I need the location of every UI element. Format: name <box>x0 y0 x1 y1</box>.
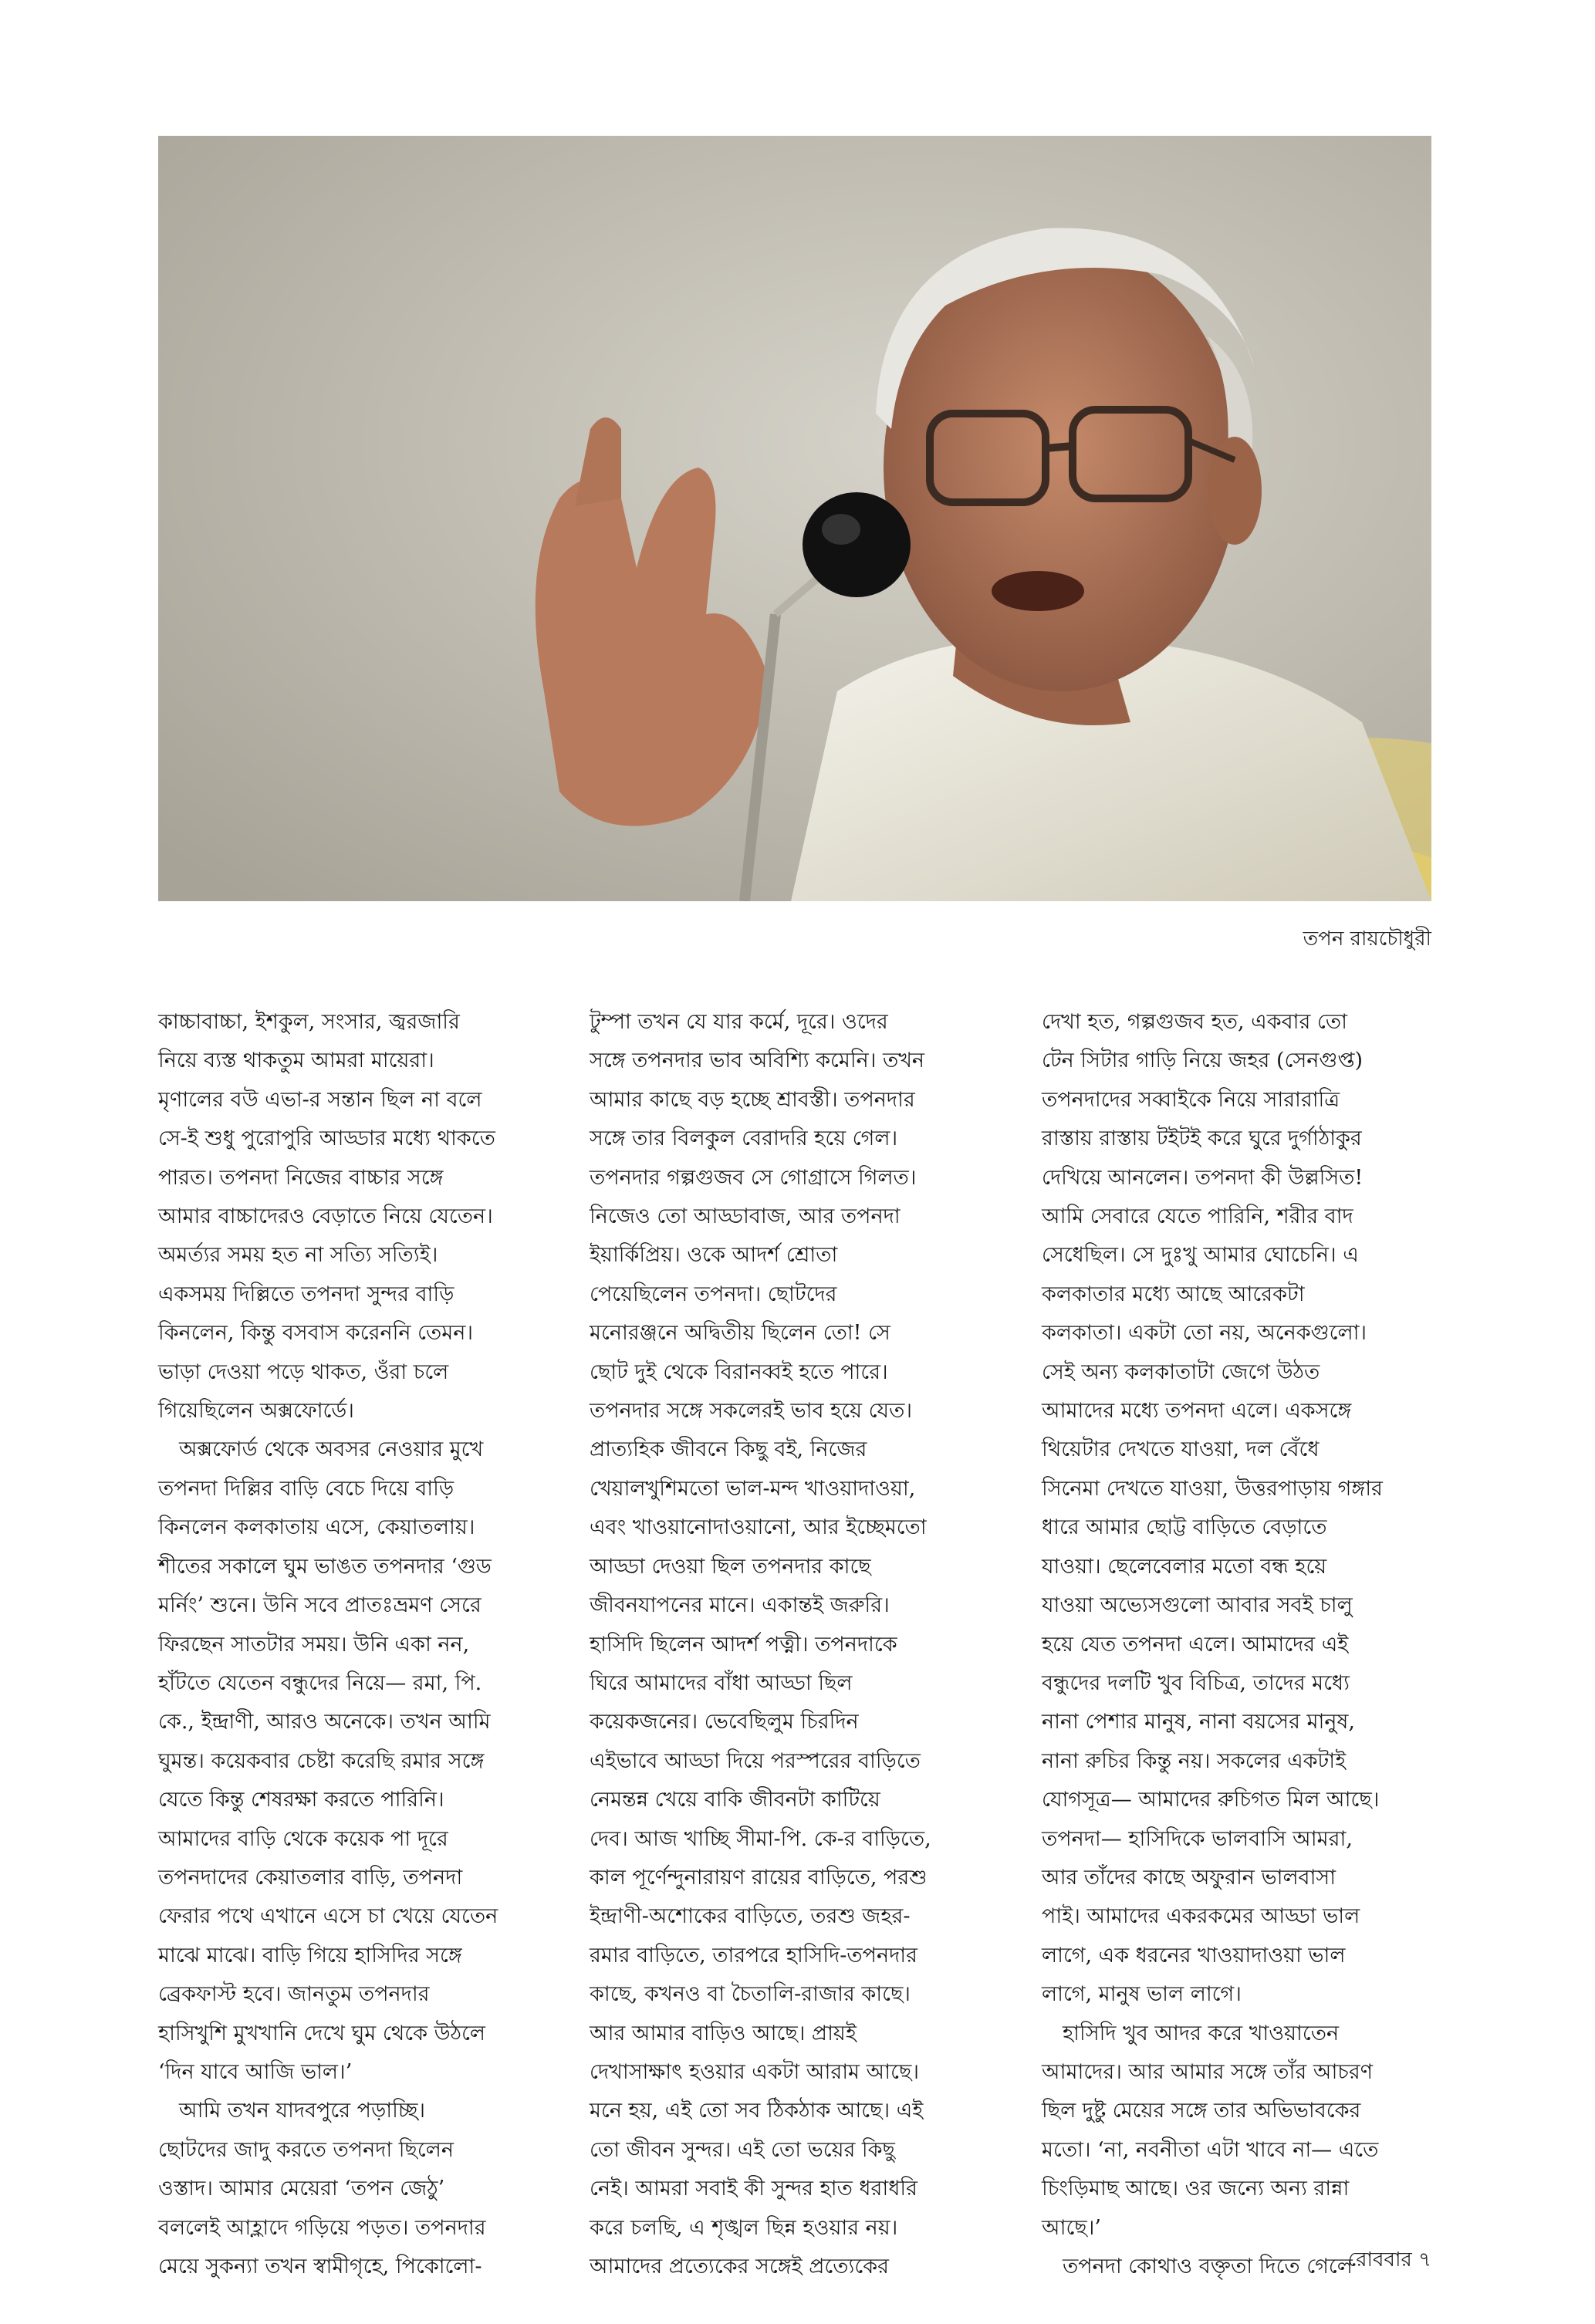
text-line: পাই। আমাদের একরকমের আড্ডা ভাল <box>1042 1904 1360 1929</box>
text-line: কাল পূর্ণেন্দুনারায়ণ রায়ের বাড়িতে, পরশু <box>590 1865 928 1890</box>
text-line: ইয়ার্কিপ্রিয়। ওকে আদর্শ শ্রোতা <box>590 1243 838 1268</box>
text-line: সঙ্গে তার বিলকুল বেরাদরি হয়ে গেল। <box>590 1127 898 1151</box>
text-line: একসময় দিল্লিতে তপনদা সুন্দর বাড়ি <box>158 1282 455 1306</box>
text-line: টুম্পা তখন যে যার কর্মে, দূরে। ওদের <box>590 1010 888 1034</box>
text-line: ওস্তাদ। আমার মেয়েরা ‘তপন জেঠু’ <box>158 2177 445 2201</box>
text-line: তপনদার গল্পগুজব সে গোগ্রাসে গিলত। <box>590 1165 917 1190</box>
text-line: ‘দিন যাবে আজি ভাল।’ <box>158 2059 353 2084</box>
text-line: তপনদা কোথাও বক্তৃতা দিতে গেলে <box>1042 2255 1353 2278</box>
text-line: ভাড়া দেওয়া পড়ে থাকত, ওঁরা চলে <box>158 1360 449 1384</box>
text-line: আর আমার বাড়িও আছে। প্রায়ই <box>590 2021 857 2045</box>
text-line: হাসিদি ছিলেন আদর্শ পত্নী। তপনদাকে <box>590 1632 897 1657</box>
text-line: নিজেও তো আড্ডাবাজ, আর তপনদা <box>590 1204 901 1229</box>
text-line: মনে হয়, এই তো সব ঠিকঠাক আছে। এই <box>590 2099 924 2123</box>
text-line: কাছে, কখনও বা চৈতালি-রাজার কাছে। <box>590 1982 911 2007</box>
text-line: তো জীবন সুন্দর। এই তো ভয়ের কিছু <box>590 2137 895 2162</box>
text-line: ফিরছেন সাতটার সময়। উনি একা নন, <box>158 1632 470 1657</box>
article-column-1 <box>158 1003 544 2286</box>
text-line: কে., ইন্দ্রাণী, আরও অনেকে। তখন আমি <box>158 1710 491 1735</box>
text-line: দেখা হত, গল্পগুজব হত, একবার তো <box>1042 1010 1347 1034</box>
text-line: চিংড়িমাছ আছে। ওর জন্যে অন্য রান্না <box>1042 2177 1350 2201</box>
text-line: নেমন্তন্ন খেয়ে বাকি জীবনটা কাটিয়ে <box>590 1788 880 1812</box>
text-line: মর্নিং’ শুনে। উনি সবে প্রাতঃভ্রমণ সেরে <box>158 1593 482 1618</box>
text-line: আমি তখন যাদবপুরে পড়াচ্ছি। <box>158 2099 426 2123</box>
text-line: সে-ই শুধু পুরোপুরি আড্ডার মধ্যে থাকতে <box>158 1127 495 1151</box>
text-line: আমাদের। আর আমার সঙ্গে তাঁর আচরণ <box>1042 2059 1374 2084</box>
text-line: হয়ে যেত তপনদা এলে। আমাদের এই <box>1042 1632 1349 1657</box>
text-line: হাসিদি খুব আদর করে খাওয়াতেন <box>1042 2021 1340 2045</box>
text-line: অমর্ত্যর সময় হত না সত্যি সত্যিই। <box>158 1243 438 1268</box>
text-line: তপনদার সঙ্গে সকলেরই ভাব হয়ে যেত। <box>590 1399 912 1424</box>
text-line: দেখিয়ে আনলেন। তপনদা কী উল্লসিত! <box>1042 1165 1364 1190</box>
text-line: এবং খাওয়ানোদাওয়ানো, আর ইচ্ছেমতো <box>590 1515 927 1540</box>
text-line: কয়েকজনের। ভেবেছিলুম চিরদিন <box>590 1710 859 1735</box>
text-line: পারত। তপনদা নিজের বাচ্চার সঙ্গে <box>158 1165 444 1190</box>
text-line: হাঁটতে যেতেন বন্ধুদের নিয়ে— রমা, পি. <box>158 1670 482 1695</box>
text-line: কলকাতা। একটা তো নয়, অনেকগুলো। <box>1042 1321 1367 1346</box>
article-column-3 <box>1042 1003 1428 2286</box>
text-line: আমাদের বাড়ি থেকে কয়েক পা দূরে <box>158 1826 448 1851</box>
text-line: নানা পেশার মানুষ, নানা বয়সের মানুষ, <box>1042 1710 1355 1735</box>
text-line: কিনলেন কলকাতায় এসে, কেয়াতলায়। <box>158 1515 475 1540</box>
text-line: আমাদের প্রত্যেকের সঙ্গেই প্রত্যেকের <box>590 2255 889 2278</box>
text-line: আছে।’ <box>1042 2215 1101 2240</box>
text-line: দেখাসাক্ষাৎ হওয়ার একটা আরাম আছে। <box>590 2059 919 2084</box>
text-line: রাস্তায় রাস্তায় টইটই করে ঘুরে দুর্গাঠাকুর <box>1042 1127 1362 1151</box>
text-line: কাচ্চাবাচ্চা, ইশকুল, সংসার, জ্বরজারি <box>158 1010 460 1034</box>
text-line: হাসিখুশি মুখখানি দেখে ঘুম থেকে উঠলে <box>158 2021 486 2045</box>
text-line: কলকাতার মধ্যে আছে আরেকটা <box>1042 1282 1305 1306</box>
text-line: আমার বাচ্চাদেরও বেড়াতে নিয়ে যেতেন। <box>158 1204 493 1229</box>
text-line: মেয়ে সুকন্যা তখন স্বামীগৃহে, পিকোলো- <box>158 2255 482 2278</box>
text-line: ছিল দুষ্টু মেয়ের সঙ্গে তার অভিভাবকের <box>1042 2099 1361 2123</box>
speaker-photo <box>158 136 1431 901</box>
text-line: ধারে আমার ছোট্ট বাড়িতে বেড়াতে <box>1042 1515 1327 1540</box>
text-line: ব্রেকফাস্ট হবে। জানতুম তপনদার <box>158 1982 430 2007</box>
text-line: দেব। আজ খাচ্ছি সীমা-পি. কে-র বাড়িতে, <box>590 1826 931 1851</box>
article-column-2 <box>590 1003 975 2286</box>
page-footer: রোববার ৭ <box>1347 2248 1431 2272</box>
text-line: তপনদা— হাসিদিকে ভালবাসি আমরা, <box>1042 1826 1353 1851</box>
text-line: আমার কাছে বড় হচ্ছে শ্রাবস্তী। তপনদার <box>590 1087 915 1112</box>
text-line: লাগে, এক ধরনের খাওয়াদাওয়া ভাল <box>1042 1943 1346 1968</box>
text-line: তপনদাদের কেয়াতলার বাড়ি, তপনদা <box>158 1865 463 1890</box>
text-line: জীবনযাপনের মানে। একান্তই জরুরি। <box>590 1593 890 1618</box>
text-line: মতো। ‘না, নবনীতা এটা খাবে না— এতে <box>1042 2137 1379 2162</box>
text-line: টেন সিটার গাড়ি নিয়ে জহর (সেনগুপ্ত) <box>1042 1049 1364 1073</box>
text-line: বন্ধুদের দলটি খুব বিচিত্র, তাদের মধ্যে <box>1042 1670 1350 1695</box>
text-line: নিয়ে ব্যস্ত থাকতুম আমরা মায়েরা। <box>158 1049 434 1073</box>
text-line: ঘুমন্ত। কয়েকবার চেষ্টা করেছি রমার সঙ্গে <box>158 1748 485 1773</box>
text-line: যাওয়া অভ্যেসগুলো আবার সবই চালু <box>1042 1593 1353 1618</box>
text-line: মাঝে মাঝে। বাড়ি গিয়ে হাসিদির সঙ্গে <box>158 1943 462 1968</box>
text-line: আড্ডা দেওয়া ছিল তপনদার কাছে <box>590 1554 871 1579</box>
text-line: ফেরার পথে এখানে এসে চা খেয়ে যেতেন <box>158 1904 498 1929</box>
text-line: নেই। আমরা সবাই কী সুন্দর হাত ধরাধরি <box>590 2177 917 2201</box>
text-line: খেয়ালখুশিমতো ভাল-মন্দ খাওয়াদাওয়া, <box>590 1476 916 1501</box>
text-line: মৃণালের বউ এভা-র সন্তান ছিল না বলে <box>158 1087 482 1112</box>
text-line: শীতের সকালে ঘুম ভাঙত তপনদার ‘গুড <box>158 1554 492 1579</box>
text-line: এইভাবে আড্ডা দিয়ে পরস্পরের বাড়িতে <box>590 1748 921 1773</box>
text-line: থিয়েটার দেখতে যাওয়া, দল বেঁধে <box>1042 1437 1320 1462</box>
text-line: তপনদাদের সব্বাইকে নিয়ে সারারাত্রি <box>1042 1087 1340 1112</box>
text-line: যাওয়া। ছেলেবেলার মতো বন্ধ হয়ে <box>1042 1554 1327 1579</box>
text-line: আমাদের মধ্যে তপনদা এলে। একসঙ্গে <box>1042 1399 1352 1424</box>
text-line: প্রাত্যহিক জীবনে কিছু বই, নিজের <box>590 1437 867 1462</box>
text-line: মনোরঞ্জনে অদ্বিতীয় ছিলেন তো! সে <box>590 1321 890 1346</box>
text-line: যোগসূত্র— আমাদের রুচিগত মিল আছে। <box>1042 1788 1380 1812</box>
text-line: সেধেছিল। সে দুঃখু আমার ঘোচেনি। এ <box>1042 1243 1359 1268</box>
text-line: সেই অন্য কলকাতাটা জেগে উঠত <box>1042 1360 1320 1384</box>
speaker-illustration <box>158 136 1431 901</box>
text-line: কিনলেন, কিন্তু বসবাস করেননি তেমন। <box>158 1321 474 1346</box>
text-line: বললেই আহ্লাদে গড়িয়ে পড়ত। তপনদার <box>158 2215 486 2240</box>
text-line: সঙ্গে তপনদার ভাব অবিশ্যি কমেনি। তখন <box>590 1049 925 1073</box>
text-line: অক্সফোর্ড থেকে অবসর নেওয়ার মুখে <box>158 1437 484 1462</box>
photo-caption: তপন রায়চৌধুরী <box>1303 927 1431 951</box>
text-line: লাগে, মানুষ ভাল লাগে। <box>1042 1982 1242 2007</box>
text-line: ঘিরে আমাদের বাঁধা আড্ডা ছিল <box>590 1670 853 1695</box>
text-line: নানা রুচির কিন্তু নয়। সকলের একটাই <box>1042 1748 1347 1773</box>
text-line: সিনেমা দেখতে যাওয়া, উত্তরপাড়ায় গঙ্গার <box>1042 1476 1383 1501</box>
text-line: আর তাঁদের কাছে অফুরান ভালবাসা <box>1042 1865 1336 1890</box>
text-line: ছোট দুই থেকে বিরানব্বই হতে পারে। <box>590 1360 888 1384</box>
text-line: পেয়েছিলেন তপনদা। ছোটদের <box>590 1282 837 1306</box>
text-line: যেতে কিন্তু শেষরক্ষা করতে পারিনি। <box>158 1788 444 1812</box>
text-line: রমার বাড়িতে, তারপরে হাসিদি-তপনদার <box>590 1943 917 1968</box>
text-line: ছোটদের জাদু করতে তপনদা ছিলেন <box>158 2137 454 2162</box>
text-line: ইন্দ্রাণী-অশোকের বাড়িতে, তরশু জহর- <box>590 1904 911 1929</box>
text-line: গিয়েছিলেন অক্সফোর্ডে। <box>158 1399 354 1424</box>
text-line: আমি সেবারে যেতে পারিনি, শরীর বাদ <box>1042 1204 1353 1229</box>
text-line: তপনদা দিল্লির বাড়ি বেচে দিয়ে বাড়ি <box>158 1476 455 1501</box>
text-line: করে চলছি, এ শৃঙ্খল ছিন্ন হওয়ার নয়। <box>590 2215 898 2240</box>
